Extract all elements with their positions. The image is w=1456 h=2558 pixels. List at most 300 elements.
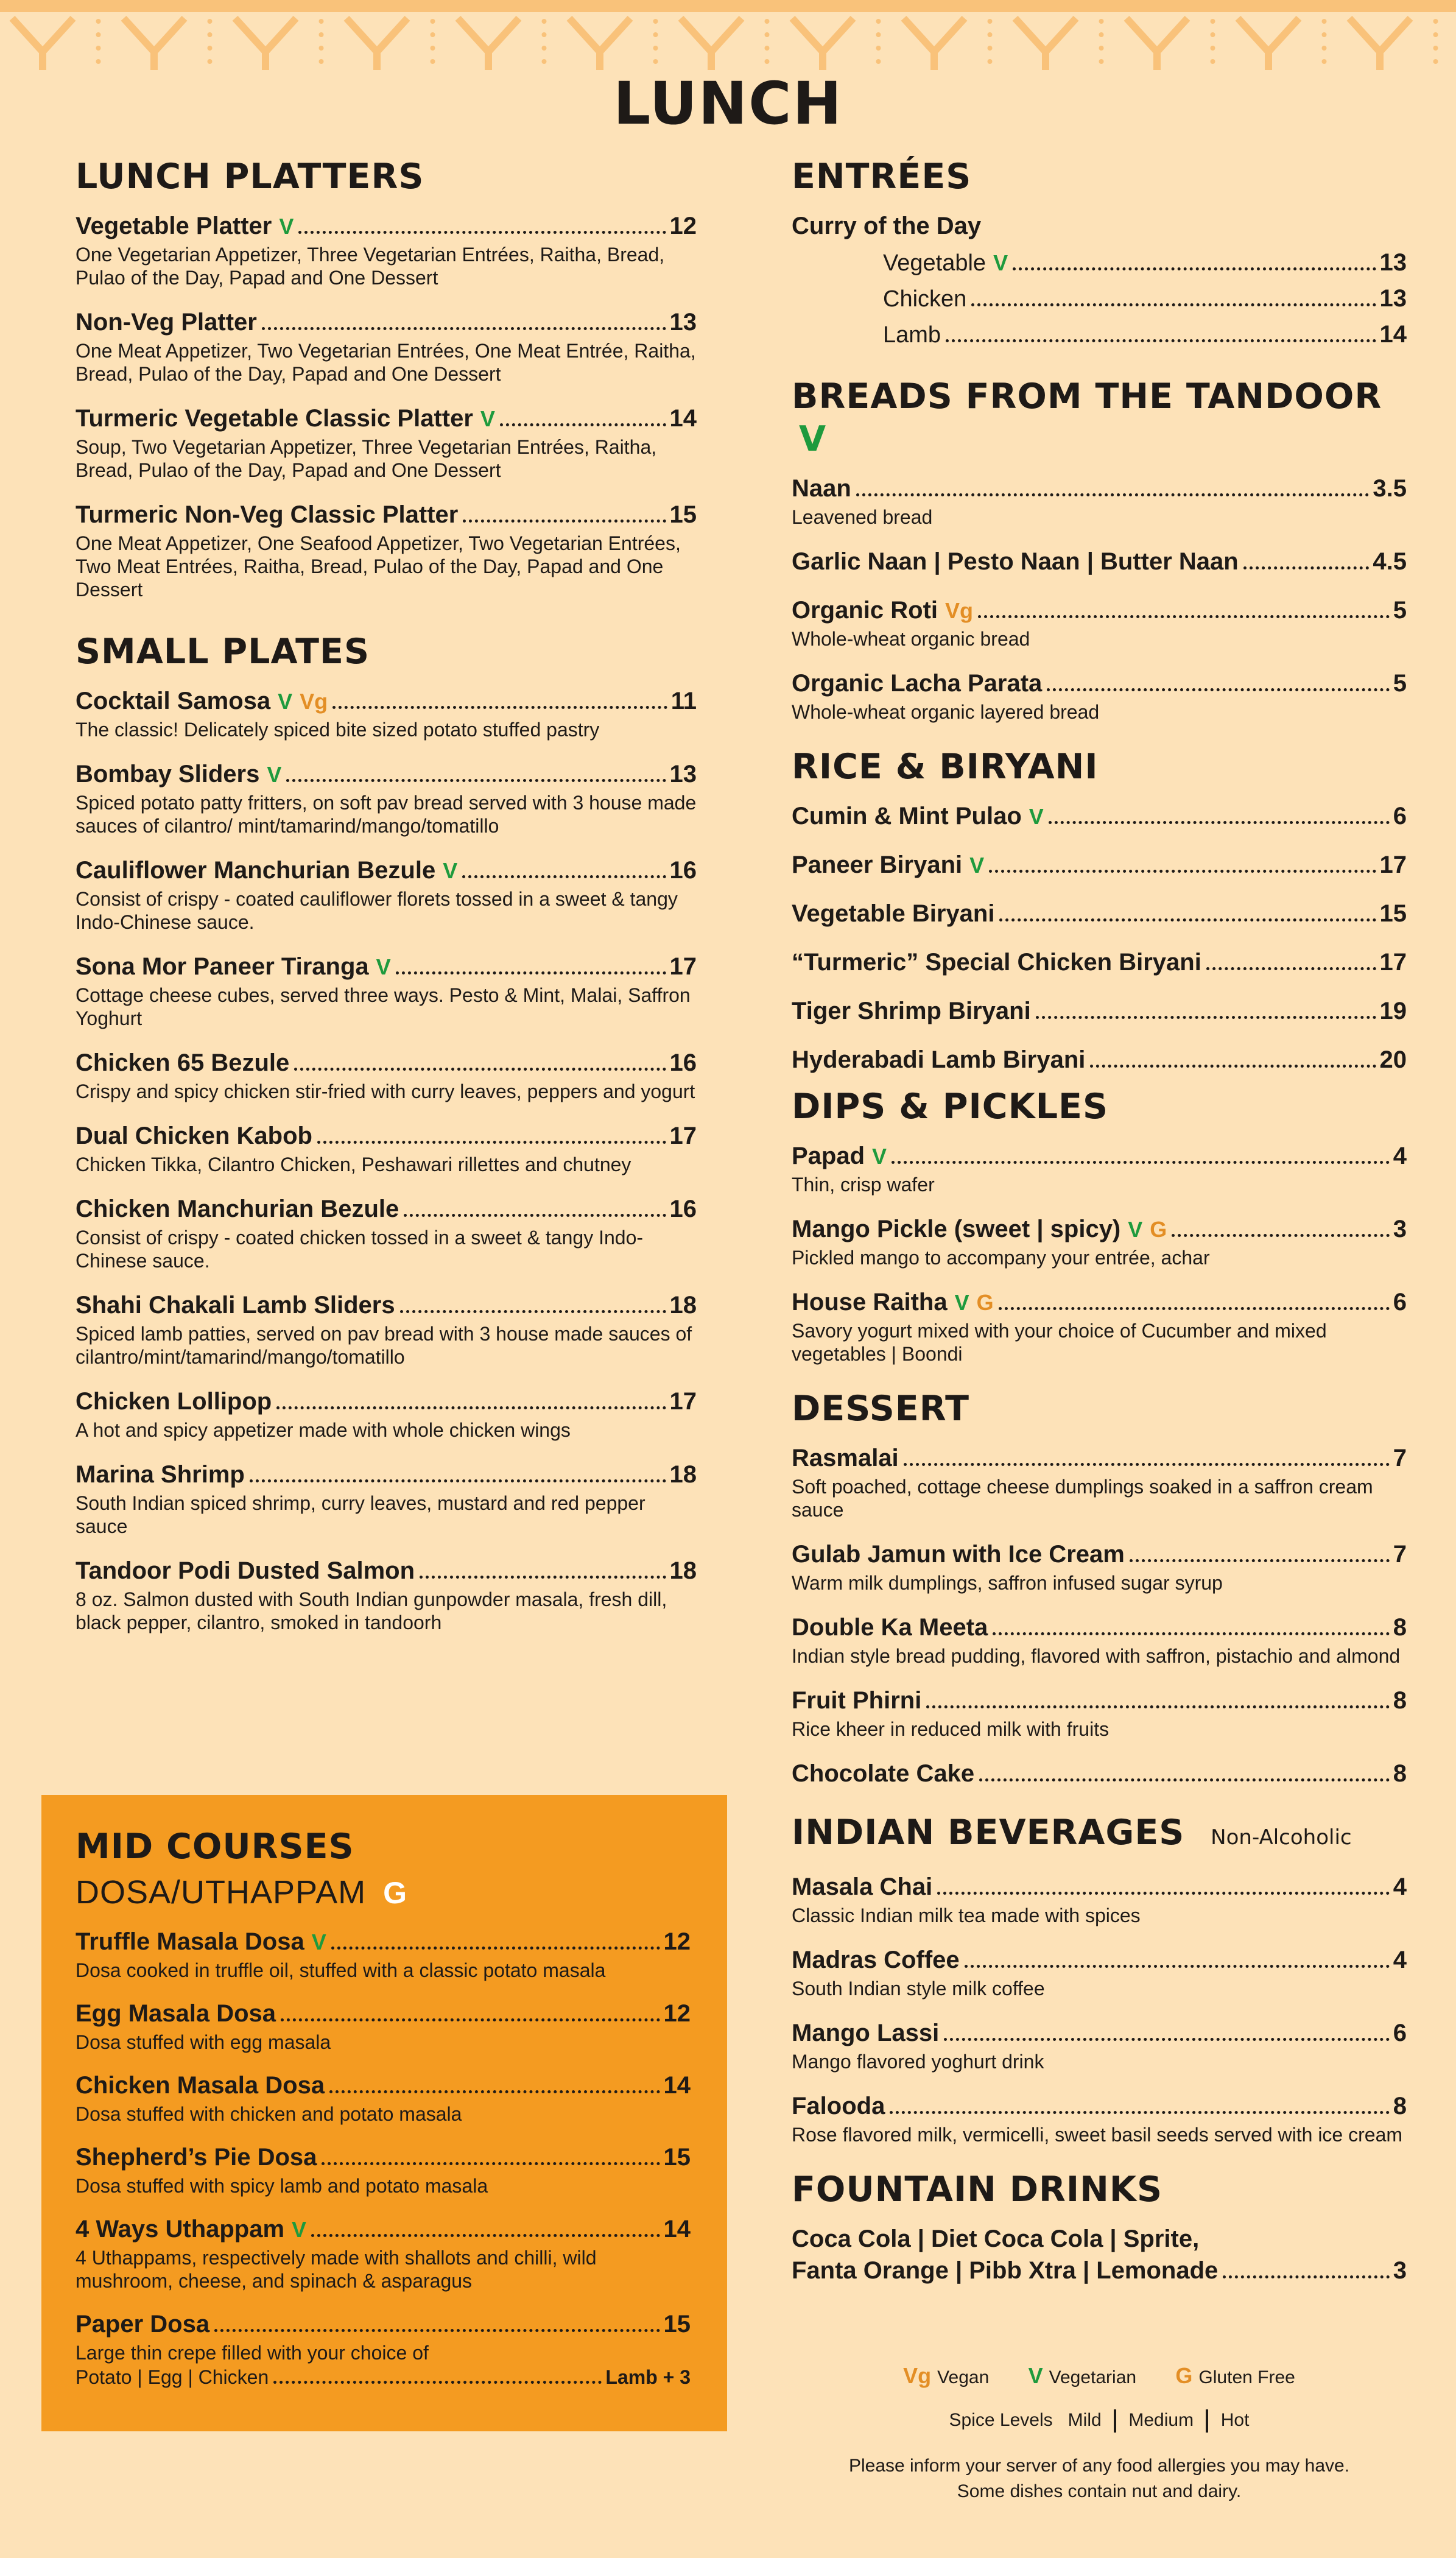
banner-dot <box>208 59 213 64</box>
banner-triangle <box>1015 18 1076 70</box>
leader-dots <box>856 493 1370 496</box>
menu-item-name: Truffle Masala Dosa <box>76 1928 304 1955</box>
menu-item-description: One Meat Appetizer, One Seafood Appetizer, Two Vegetarian Entrées, Two Meat Entrées, Raitha, Bread, Pulao of the Day, Papad and One Dessert <box>76 532 681 601</box>
menu-item <box>76 499 697 601</box>
fountain-section <box>792 2168 1407 2286</box>
banner-dot <box>765 46 770 51</box>
menu-item-description: Rose flavored milk, vermicelli, sweet basil seeds served with ice cream <box>792 2124 1403 2146</box>
menu-item-name: Dual Chicken Kabob <box>76 1122 312 1149</box>
banner-dot <box>653 32 658 37</box>
menu-item-row <box>792 946 1407 978</box>
mid-courses-list <box>76 1926 691 2364</box>
paper-dosa-extra: Lamb + 3 <box>605 2366 691 2388</box>
menu-item-description: A hot and spicy appetizer made with whole chicken wings <box>76 1419 571 1441</box>
leader-dots <box>500 423 666 426</box>
menu-item <box>792 995 1407 1027</box>
allergy-notice-1: Please inform your server of any food allergies you may have. <box>848 2456 1350 2476</box>
leader-dots <box>989 870 1376 873</box>
menu-item-row <box>792 594 1407 626</box>
menu-item-price: 14 <box>663 2216 691 2243</box>
banner-dot <box>1099 46 1104 51</box>
menu-item-row <box>792 668 1407 699</box>
menu-item-name: Falooda <box>792 2093 885 2119</box>
menu-item-price: 16 <box>669 1049 697 1076</box>
menu-item-row <box>792 1612 1407 1643</box>
banner-dot <box>988 32 993 37</box>
dips-list <box>792 1140 1407 1365</box>
menu-item-row <box>76 1386 697 1417</box>
menu-item-description: Soup, Two Vegetarian Appetizer, Three Vegetarian Entrées, Raitha, Bread, Pulao of the Day, Papad and One Dessert <box>76 436 657 481</box>
menu-item-name: Tandoor Podi Dusted Salmon <box>76 1557 415 1584</box>
menu-item-price: 5 <box>1393 670 1407 697</box>
menu-item-price: 4 <box>1393 1947 1407 1973</box>
mid-courses-box <box>41 1795 727 2431</box>
menu-item-name: Paneer Biryani <box>792 851 963 878</box>
leader-dots <box>322 2162 659 2165</box>
banner-dot <box>1099 59 1104 64</box>
vegetarian-tag: V <box>993 250 1008 275</box>
menu-item-name: Madras Coffee <box>792 1947 960 1973</box>
menu-item-row <box>76 1289 697 1321</box>
leader-dots <box>273 2381 602 2384</box>
menu-item-name: Paper Dosa <box>76 2311 210 2338</box>
leader-dots <box>979 1778 1390 1781</box>
menu-item-row <box>792 1213 1407 1245</box>
menu-item-description: Warm milk dumplings, saffron infused sugar syrup <box>792 1572 1223 1594</box>
banner-dot <box>1211 46 1215 51</box>
menu-item-row <box>76 1998 691 2029</box>
menu-item-price: 14 <box>663 2072 691 2099</box>
banner-dot <box>319 59 324 64</box>
menu-item-row <box>76 1193 697 1225</box>
banner-dot <box>876 32 881 37</box>
menu-item <box>76 1289 697 1369</box>
gluten-free-tag: G <box>383 1876 407 1910</box>
menu-item-description: Dosa stuffed with egg masala <box>76 2031 331 2053</box>
menu-item-price: 17 <box>1379 851 1407 878</box>
banner-triangle <box>12 18 73 70</box>
banner-dot <box>765 19 770 24</box>
menu-item <box>792 473 1407 529</box>
diet-legend <box>792 2363 1407 2389</box>
menu-item-price: 6 <box>1393 2020 1407 2046</box>
leader-dots <box>276 1406 666 1409</box>
menu-item <box>792 1685 1407 1741</box>
banner-dot <box>1322 32 1327 37</box>
breads-title-text: BREADS FROM THE TANDOOR <box>792 376 1382 417</box>
menu-item-description: Classic Indian milk tea made with spices <box>792 1904 1141 1926</box>
divider <box>1114 2409 1116 2433</box>
menu-item-name: 4 Ways Uthappam <box>76 2216 285 2243</box>
banner-dot <box>765 59 770 64</box>
beverages-title <box>792 1811 1407 1859</box>
banner-dot <box>1433 19 1438 24</box>
banner-dot <box>431 46 435 51</box>
menu-item-name: Marina Shrimp <box>76 1461 245 1488</box>
menu-item <box>792 1612 1407 1668</box>
leader-dots <box>965 1965 1390 1968</box>
menu-item-row <box>76 2070 691 2101</box>
menu-item <box>792 283 1407 315</box>
small-plates-section <box>76 630 697 1634</box>
menu-item-name: Garlic Naan | Pesto Naan | Butter Naan <box>792 548 1239 575</box>
vegetarian-label: Vegetarian <box>1049 2367 1137 2387</box>
banner-dot <box>1322 46 1327 51</box>
menu-item-description: Chicken Tikka, Cilantro Chicken, Peshawari rillettes and chutney <box>76 1154 631 1175</box>
leader-dots <box>1172 1234 1389 1237</box>
menu-item-row <box>76 306 697 338</box>
leader-dots <box>946 339 1376 342</box>
fountain-title: FOUNTAIN DRINKS <box>792 2169 1163 2210</box>
vegetarian-tag: V <box>443 858 458 883</box>
menu-item-name: Mango Pickle (sweet | spicy) <box>792 1216 1121 1242</box>
menu-item <box>76 306 697 386</box>
leader-dots <box>993 1632 1389 1635</box>
dosa-uthappam-label: DOSA/UTHAPPAM <box>76 1874 367 1911</box>
menu-item-row <box>76 2141 691 2173</box>
leader-dots <box>331 1947 660 1950</box>
menu-item-row <box>792 1685 1407 1716</box>
vegetarian-tag: V <box>267 762 282 787</box>
menu-item-name: Shepherd’s Pie Dosa <box>76 2144 317 2171</box>
vegetarian-tag: V <box>872 1144 887 1169</box>
menu-item-name: Naan <box>792 475 851 502</box>
leader-dots <box>1206 967 1376 970</box>
vegetarian-tag: V <box>799 419 827 459</box>
mid-courses-title: MID COURSES <box>76 1827 354 1867</box>
menu-item <box>792 594 1407 650</box>
banner-triangle <box>235 18 296 70</box>
menu-item <box>76 210 697 289</box>
banner-dot <box>96 32 101 37</box>
menu-item <box>792 849 1407 881</box>
menu-item-row <box>76 1459 697 1490</box>
leader-dots <box>400 1310 666 1313</box>
vegetarian-tag: V <box>311 1929 326 1954</box>
menu-item-description: South Indian spiced shrimp, curry leaves, mustard and red pepper sauce <box>76 1492 645 1537</box>
leader-dots <box>1130 1559 1390 1562</box>
menu-item-price: 13 <box>669 309 697 336</box>
leader-dots <box>971 303 1376 306</box>
menu-item-name: Masala Chai <box>792 1873 933 1900</box>
menu-item-price: 18 <box>669 1461 697 1488</box>
menu-item-price: 8 <box>1393 1687 1407 1714</box>
banner-dot <box>431 19 435 24</box>
menu-item-name: Shahi Chakali Lamb Sliders <box>76 1292 395 1319</box>
menu-item-description: Whole-wheat organic layered bread <box>792 701 1100 723</box>
menu-item-price: 13 <box>669 761 697 787</box>
menu-item-name: Mango Lassi <box>792 2020 940 2046</box>
banner-dot <box>542 46 547 51</box>
paper-dosa-choice: Potato | Egg | Chicken <box>76 2366 269 2388</box>
menu-item-description: 8 oz. Salmon dusted with South Indian gunpowder masala, fresh dill, black pepper, cilantro, smoked in tandoorh <box>76 1588 667 1633</box>
menu-item-name: Organic Lacha Parata <box>792 670 1043 697</box>
menu-item-name: Organic Roti <box>792 597 938 624</box>
leader-dots <box>463 520 666 523</box>
allergy-notice-2: Some dishes contain nut and dairy. <box>957 2481 1242 2501</box>
menu-item <box>76 1047 697 1103</box>
menu-item-description: Whole-wheat organic bread <box>792 628 1030 650</box>
rice-section <box>792 745 1407 1076</box>
rice-list <box>792 800 1407 1076</box>
leader-dots <box>286 779 666 782</box>
lunch-platters-list <box>76 210 697 601</box>
banner-triangle <box>792 18 853 70</box>
menu-item-price: 16 <box>669 1196 697 1222</box>
gluten-free-tag: G <box>976 1290 994 1315</box>
banner-dot <box>876 46 881 51</box>
menu-item <box>76 2141 691 2197</box>
spice-hot: Hot <box>1220 2409 1250 2430</box>
vegan-symbol: Vg <box>903 2363 932 2388</box>
menu-item-name: Sona Mor Paneer Tiranga <box>76 953 369 980</box>
menu-item-row <box>76 951 697 982</box>
menu-item-row <box>792 849 1407 881</box>
menu-item-row <box>792 1871 1407 1903</box>
banner-triangle <box>1349 18 1410 70</box>
menu-item-name: Tiger Shrimp Biryani <box>792 998 1031 1024</box>
banner-triangle <box>569 18 630 70</box>
menu-item-description: Spiced lamb patties, served on pav bread with 3 house made sauces of cilantro/mint/tamarind/mango/tomatillo <box>76 1323 692 1368</box>
menu-item-price: 18 <box>669 1292 697 1319</box>
legend-vegetarian <box>1028 2363 1137 2388</box>
menu-item-row <box>76 1047 697 1079</box>
leader-dots <box>311 2234 659 2237</box>
banner-dot <box>96 46 101 51</box>
menu-item-row <box>792 1944 1407 1976</box>
menu-item-row <box>883 319 1407 351</box>
leader-dots <box>214 2329 659 2332</box>
spice-label: Spice Levels <box>949 2409 1053 2430</box>
banner-dot <box>1322 19 1327 24</box>
banner-dot <box>431 32 435 37</box>
beverages-list <box>792 1871 1407 2146</box>
leader-dots <box>999 1307 1390 1310</box>
leader-dots <box>1243 566 1370 569</box>
menu-item-row <box>792 2090 1407 2122</box>
menu-item-price: 4 <box>1393 1143 1407 1169</box>
fountain-row-2 <box>792 2255 1407 2286</box>
menu-item-row <box>76 1555 697 1587</box>
menu-item-name: Chicken Lollipop <box>76 1388 272 1415</box>
banner-dot <box>988 46 993 51</box>
banner-triangle <box>346 18 407 70</box>
dips-title: DIPS & PICKLES <box>792 1087 1109 1127</box>
menu-item <box>792 1213 1407 1269</box>
leader-dots <box>1049 821 1390 824</box>
vegetarian-tag: V <box>278 689 293 714</box>
menu-item-price: 3 <box>1393 1216 1407 1242</box>
menu-item-name: Hyderabadi Lamb Biryani <box>792 1046 1086 1073</box>
menu-item <box>76 1926 691 1982</box>
menu-item-description: South Indian style milk coffee <box>792 1978 1045 2000</box>
menu-item <box>792 319 1407 351</box>
menu-item <box>792 2090 1407 2146</box>
vegan-label: Vegan <box>937 2367 990 2387</box>
banner-triangle <box>1127 18 1187 70</box>
menu-item-name: Non-Veg Platter <box>76 309 257 336</box>
banner-triangle <box>124 18 185 70</box>
menu-item-description: Dosa cooked in truffle oil, stuffed with a classic potato masala <box>76 1959 606 1981</box>
menu-item-name: “Turmeric” Special Chicken Biryani <box>792 949 1201 976</box>
legend <box>792 2363 1407 2504</box>
leader-dots <box>396 971 666 974</box>
menu-item-price: 15 <box>663 2144 691 2171</box>
fountain-line-1: Coca Cola | Diet Coca Cola | Sprite, <box>792 2225 1200 2252</box>
menu-item-price: 17 <box>669 953 697 980</box>
menu-item-price: 15 <box>1379 900 1407 927</box>
menu-item-name: Cumin & Mint Pulao <box>792 803 1022 830</box>
leader-dots <box>1090 1065 1376 1068</box>
banner-dot <box>319 32 324 37</box>
leader-dots <box>462 875 666 878</box>
menu-item-row <box>76 210 697 242</box>
menu-item-row <box>792 546 1407 577</box>
leader-dots <box>1223 2275 1389 2278</box>
vegetarian-tag: V <box>292 2217 307 2242</box>
banner-dot <box>988 59 993 64</box>
menu-item-price: 6 <box>1393 803 1407 830</box>
menu-item <box>76 685 697 741</box>
banner-dot <box>1211 59 1215 64</box>
menu-item-description: Indian style bread pudding, flavored with saffron, pistachio and almond <box>792 1645 1401 1667</box>
menu-item-price: 13 <box>1379 249 1407 276</box>
banner-dot <box>988 19 993 24</box>
entrees-title: ENTRÉES <box>792 157 972 197</box>
menu-item <box>792 1944 1407 2000</box>
menu-item <box>792 898 1407 929</box>
leader-dots <box>1013 267 1376 270</box>
banner-dot <box>1099 32 1104 37</box>
menu-item <box>76 403 697 482</box>
leader-dots <box>937 1892 1390 1895</box>
leader-dots <box>1036 1016 1376 1019</box>
menu-item-name: House Raitha <box>792 1289 948 1316</box>
menu-item-name: Vegetable Platter <box>76 213 272 239</box>
menu-item-name: Chicken <box>883 286 967 312</box>
menu-item-name: Turmeric Non-Veg Classic Platter <box>76 501 459 528</box>
fountain-price: 3 <box>1393 2257 1407 2284</box>
paper-dosa-choice-row <box>76 2364 691 2389</box>
menu-item-name: Lamb <box>883 322 941 348</box>
banner-dot <box>876 59 881 64</box>
menu-item <box>76 1120 697 1176</box>
banner-dot <box>876 19 881 24</box>
leader-dots <box>250 1479 666 1482</box>
banner-dot <box>653 46 658 51</box>
breads-section <box>792 375 1407 724</box>
banner-dot <box>319 46 324 51</box>
menu-item <box>76 854 697 934</box>
menu-item-row <box>76 499 697 530</box>
page-title: LUNCH <box>613 69 843 138</box>
banner-dot <box>1211 19 1215 24</box>
divider <box>1206 2409 1208 2433</box>
leader-dots <box>298 231 666 234</box>
breads-list <box>792 473 1407 724</box>
leader-dots <box>1047 688 1389 691</box>
leader-dots <box>904 1463 1390 1466</box>
banner-dot <box>96 19 101 24</box>
left-column <box>76 155 697 1651</box>
menu-item <box>792 946 1407 978</box>
menu-item-row <box>792 2017 1407 2049</box>
menu-item-row <box>792 1442 1407 1474</box>
dessert-list <box>792 1442 1407 1789</box>
banner-dot <box>96 59 101 64</box>
menu-item <box>792 1758 1407 1789</box>
rice-title: RICE & BIRYANI <box>792 747 1099 787</box>
breads-title <box>792 375 1407 460</box>
menu-item <box>76 758 697 837</box>
vegetarian-tag: V <box>480 406 495 431</box>
mid-courses-section <box>76 1825 691 2389</box>
menu-item-name: Chicken 65 Bezule <box>76 1049 290 1076</box>
menu-item-name: Chicken Masala Dosa <box>76 2072 325 2099</box>
menu-item-description: Consist of crispy - coated cauliflower florets tossed in a sweet & tangy Indo-Chinese sauce. <box>76 888 678 933</box>
menu-item-row <box>792 1140 1407 1172</box>
leader-dots <box>404 1214 666 1217</box>
menu-item <box>76 1386 697 1442</box>
banner-dot <box>1322 59 1327 64</box>
menu-item-description: One Meat Appetizer, Two Vegetarian Entrées, One Meat Entrée, Raitha, Bread, Pulao of the Day, Papad and One Dessert <box>76 340 696 385</box>
menu-item-name: Double Ka Meeta <box>792 1614 988 1641</box>
leader-dots <box>262 327 666 330</box>
vegan-tag: Vg <box>945 598 974 623</box>
menu-item-description: Spiced potato patty fritters, on soft pav bread served with 3 house made sauces of cilantro/ mint/tamarind/mango/tomatillo <box>76 792 697 837</box>
menu-item <box>792 1286 1407 1365</box>
menu-item-row <box>76 854 697 886</box>
dips-section <box>792 1085 1407 1365</box>
menu-item <box>76 1555 697 1634</box>
menu-item <box>76 1193 697 1272</box>
legend-vegan <box>903 2363 990 2388</box>
menu-item-price: 11 <box>670 688 697 714</box>
menu-item-row <box>76 685 697 717</box>
vegetarian-tag: V <box>376 954 391 979</box>
menu-item-price: 8 <box>1393 1760 1407 1787</box>
right-column <box>792 155 1407 2286</box>
banner-triangle <box>681 18 742 70</box>
small-plates-list <box>76 685 697 1634</box>
leader-dots <box>329 2090 659 2093</box>
menu-item-price: 13 <box>1379 285 1407 312</box>
menu-item-name: Cauliflower Manchurian Bezule <box>76 857 436 884</box>
vegetarian-tag: V <box>1029 804 1044 829</box>
menu-item-price: 18 <box>669 1557 697 1584</box>
menu-item-price: 3.5 <box>1373 475 1407 502</box>
menu-item-row <box>792 800 1407 832</box>
menu-item <box>792 1140 1407 1196</box>
curry-of-the-day: Curry of the Day <box>792 213 982 239</box>
menu-item-price: 6 <box>1393 1289 1407 1316</box>
banner-dot <box>208 46 213 51</box>
banner-dot <box>542 19 547 24</box>
menu-item <box>76 2213 691 2292</box>
banner-dot <box>1433 59 1438 64</box>
beverages-section <box>792 1811 1407 2146</box>
menu-item-name: Turmeric Vegetable Classic Platter <box>76 405 473 432</box>
menu-item-description: Mango flavored yoghurt drink <box>792 2051 1044 2073</box>
dessert-section <box>792 1387 1407 1789</box>
vegan-tag: Vg <box>300 689 328 714</box>
menu-item-row <box>792 473 1407 504</box>
menu-item <box>792 1538 1407 1594</box>
menu-item-price: 17 <box>669 1122 697 1149</box>
menu-item <box>792 1442 1407 1521</box>
dessert-title: DESSERT <box>792 1389 969 1429</box>
menu-item-price: 12 <box>663 1928 691 1955</box>
